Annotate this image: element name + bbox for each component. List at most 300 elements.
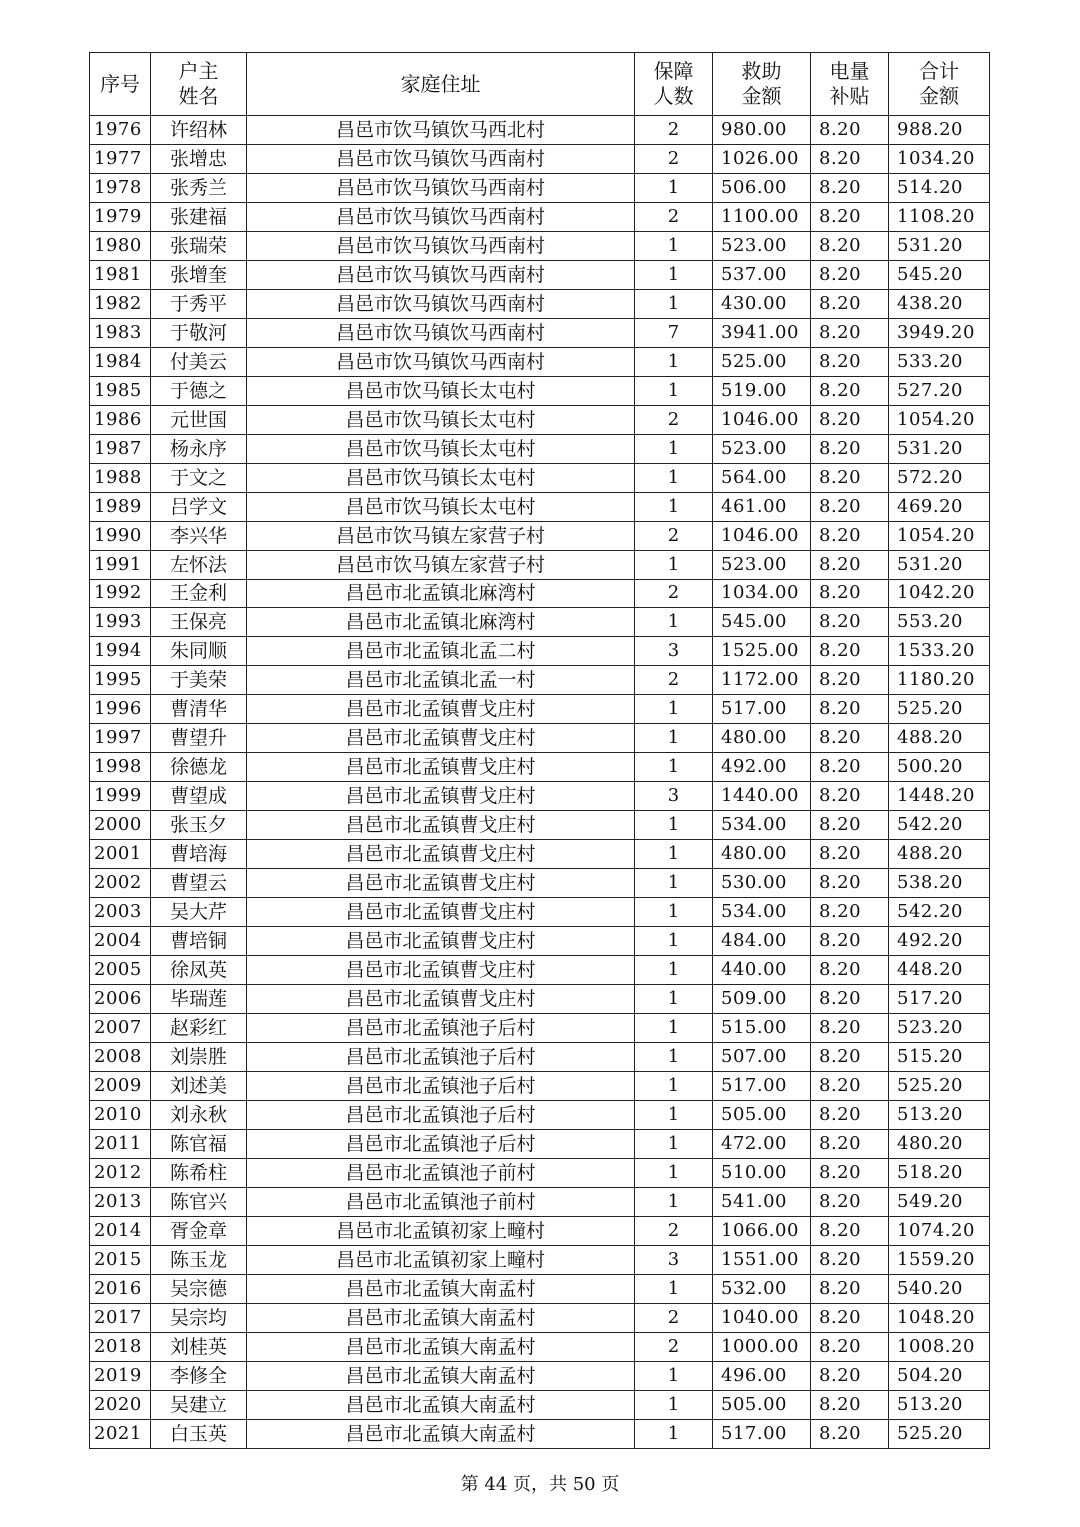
cell-name: 毕瑞莲 bbox=[151, 985, 247, 1014]
cell-amount: 3941.00 bbox=[713, 318, 811, 347]
cell-persons: 1 bbox=[635, 840, 713, 869]
cell-no: 2002 bbox=[90, 869, 151, 898]
cell-address: 昌邑市饮马镇长太屯村 bbox=[247, 376, 635, 405]
cell-no: 1985 bbox=[90, 376, 151, 405]
cell-subsidy: 8.20 bbox=[811, 1071, 889, 1100]
cell-total: 488.20 bbox=[889, 724, 990, 753]
cell-no: 2012 bbox=[90, 1158, 151, 1187]
header-row bbox=[90, 53, 990, 116]
cell-amount: 1000.00 bbox=[713, 1332, 811, 1361]
cell-subsidy: 8.20 bbox=[811, 956, 889, 985]
cell-no: 1989 bbox=[90, 492, 151, 521]
cell-total: 525.20 bbox=[889, 1419, 990, 1448]
table-row bbox=[90, 1303, 990, 1332]
cell-name: 曹清华 bbox=[151, 695, 247, 724]
cell-address: 昌邑市饮马镇饮马西南村 bbox=[247, 289, 635, 318]
cell-no: 1990 bbox=[90, 521, 151, 550]
cell-no: 1999 bbox=[90, 782, 151, 811]
cell-amount: 461.00 bbox=[713, 492, 811, 521]
cell-amount: 564.00 bbox=[713, 463, 811, 492]
table-row bbox=[90, 1274, 990, 1303]
table-row bbox=[90, 1100, 990, 1129]
table-row bbox=[90, 666, 990, 695]
cell-total: 531.20 bbox=[889, 550, 990, 579]
cell-total: 1074.20 bbox=[889, 1216, 990, 1245]
cell-name: 于美荣 bbox=[151, 666, 247, 695]
cell-no: 1977 bbox=[90, 144, 151, 173]
cell-name: 吴宗均 bbox=[151, 1303, 247, 1332]
cell-no: 2007 bbox=[90, 1014, 151, 1043]
cell-name: 刘永秋 bbox=[151, 1100, 247, 1129]
cell-address: 昌邑市饮马镇长太屯村 bbox=[247, 463, 635, 492]
cell-persons: 2 bbox=[635, 1332, 713, 1361]
cell-persons: 1 bbox=[635, 985, 713, 1014]
cell-name: 于德之 bbox=[151, 376, 247, 405]
table-row bbox=[90, 405, 990, 434]
cell-no: 1987 bbox=[90, 434, 151, 463]
cell-subsidy: 8.20 bbox=[811, 898, 889, 927]
cell-total: 538.20 bbox=[889, 869, 990, 898]
cell-subsidy: 8.20 bbox=[811, 260, 889, 289]
cell-no: 1998 bbox=[90, 753, 151, 782]
cell-subsidy: 8.20 bbox=[811, 724, 889, 753]
table-row bbox=[90, 840, 990, 869]
cell-amount: 517.00 bbox=[713, 1071, 811, 1100]
table-row bbox=[90, 811, 990, 840]
page-footer: 第 44 页，共 50 页 bbox=[460, 1474, 620, 1495]
table-row bbox=[90, 1158, 990, 1187]
cell-subsidy: 8.20 bbox=[811, 550, 889, 579]
header-no: 序号 bbox=[90, 53, 151, 116]
cell-total: 523.20 bbox=[889, 1014, 990, 1043]
cell-total: 1448.20 bbox=[889, 782, 990, 811]
cell-address: 昌邑市北孟镇池子后村 bbox=[247, 1043, 635, 1072]
cell-subsidy: 8.20 bbox=[811, 1043, 889, 1072]
cell-address: 昌邑市饮马镇饮马西南村 bbox=[247, 231, 635, 260]
cell-amount: 506.00 bbox=[713, 173, 811, 202]
cell-name: 杨永序 bbox=[151, 434, 247, 463]
cell-name: 左怀法 bbox=[151, 550, 247, 579]
cell-amount: 980.00 bbox=[713, 116, 811, 145]
cell-total: 515.20 bbox=[889, 1043, 990, 1072]
table-row bbox=[90, 173, 990, 202]
cell-persons: 2 bbox=[635, 116, 713, 145]
header-persons-line2: 人数 bbox=[653, 84, 694, 108]
cell-total: 518.20 bbox=[889, 1158, 990, 1187]
cell-persons: 1 bbox=[635, 434, 713, 463]
cell-no: 1979 bbox=[90, 202, 151, 231]
cell-amount: 472.00 bbox=[713, 1129, 811, 1158]
header-amount bbox=[713, 53, 811, 116]
header-name-line1: 户主 bbox=[178, 59, 219, 83]
cell-name: 刘桂英 bbox=[151, 1332, 247, 1361]
cell-name: 吕学文 bbox=[151, 492, 247, 521]
cell-no: 2016 bbox=[90, 1274, 151, 1303]
header-amount-line1: 救助 bbox=[741, 59, 782, 83]
cell-no: 2017 bbox=[90, 1303, 151, 1332]
cell-persons: 2 bbox=[635, 202, 713, 231]
cell-subsidy: 8.20 bbox=[811, 1274, 889, 1303]
cell-total: 988.20 bbox=[889, 116, 990, 145]
cell-subsidy: 8.20 bbox=[811, 347, 889, 376]
cell-address: 昌邑市北孟镇池子后村 bbox=[247, 1100, 635, 1129]
cell-persons: 3 bbox=[635, 637, 713, 666]
relief-table bbox=[89, 52, 990, 1449]
cell-name: 王金利 bbox=[151, 579, 247, 608]
cell-name: 曹望云 bbox=[151, 869, 247, 898]
cell-address: 昌邑市饮马镇长太屯村 bbox=[247, 434, 635, 463]
cell-persons: 1 bbox=[635, 550, 713, 579]
cell-amount: 430.00 bbox=[713, 289, 811, 318]
header-total-line1: 合计 bbox=[919, 59, 959, 83]
cell-persons: 1 bbox=[635, 1071, 713, 1100]
cell-name: 刘崇胜 bbox=[151, 1043, 247, 1072]
cell-total: 448.20 bbox=[889, 956, 990, 985]
cell-amount: 1040.00 bbox=[713, 1303, 811, 1332]
table-row bbox=[90, 985, 990, 1014]
cell-address: 昌邑市北孟镇曹戈庄村 bbox=[247, 753, 635, 782]
cell-name: 曹培海 bbox=[151, 840, 247, 869]
cell-persons: 1 bbox=[635, 376, 713, 405]
cell-address: 昌邑市北孟镇曹戈庄村 bbox=[247, 811, 635, 840]
cell-name: 赵彩红 bbox=[151, 1014, 247, 1043]
cell-subsidy: 8.20 bbox=[811, 1158, 889, 1187]
cell-name: 李兴华 bbox=[151, 521, 247, 550]
cell-total: 513.20 bbox=[889, 1390, 990, 1419]
cell-total: 1559.20 bbox=[889, 1245, 990, 1274]
table-row bbox=[90, 927, 990, 956]
cell-name: 张玉夕 bbox=[151, 811, 247, 840]
cell-amount: 523.00 bbox=[713, 434, 811, 463]
cell-address: 昌邑市北孟镇曹戈庄村 bbox=[247, 985, 635, 1014]
cell-no: 1997 bbox=[90, 724, 151, 753]
table-row bbox=[90, 521, 990, 550]
cell-total: 1180.20 bbox=[889, 666, 990, 695]
cell-amount: 480.00 bbox=[713, 724, 811, 753]
table-row bbox=[90, 608, 990, 637]
cell-name: 陈玉龙 bbox=[151, 1245, 247, 1274]
cell-total: 1533.20 bbox=[889, 637, 990, 666]
cell-address: 昌邑市饮马镇饮马西南村 bbox=[247, 173, 635, 202]
cell-total: 525.20 bbox=[889, 695, 990, 724]
cell-name: 张瑞荣 bbox=[151, 231, 247, 260]
cell-total: 542.20 bbox=[889, 898, 990, 927]
cell-subsidy: 8.20 bbox=[811, 782, 889, 811]
cell-name: 许绍林 bbox=[151, 116, 247, 145]
cell-no: 1993 bbox=[90, 608, 151, 637]
cell-subsidy: 8.20 bbox=[811, 1303, 889, 1332]
cell-total: 545.20 bbox=[889, 260, 990, 289]
cell-subsidy: 8.20 bbox=[811, 116, 889, 145]
cell-name: 陈官福 bbox=[151, 1129, 247, 1158]
cell-address: 昌邑市北孟镇北孟一村 bbox=[247, 666, 635, 695]
cell-name: 徐德龙 bbox=[151, 753, 247, 782]
cell-subsidy: 8.20 bbox=[811, 1419, 889, 1448]
cell-amount: 496.00 bbox=[713, 1361, 811, 1390]
cell-subsidy: 8.20 bbox=[811, 608, 889, 637]
table-row bbox=[90, 1071, 990, 1100]
cell-name: 陈官兴 bbox=[151, 1187, 247, 1216]
cell-no: 1976 bbox=[90, 116, 151, 145]
cell-no: 2010 bbox=[90, 1100, 151, 1129]
cell-persons: 1 bbox=[635, 1390, 713, 1419]
cell-amount: 1046.00 bbox=[713, 521, 811, 550]
cell-amount: 523.00 bbox=[713, 231, 811, 260]
table-row bbox=[90, 724, 990, 753]
cell-address: 昌邑市饮马镇长太屯村 bbox=[247, 405, 635, 434]
cell-persons: 2 bbox=[635, 1216, 713, 1245]
cell-total: 1048.20 bbox=[889, 1303, 990, 1332]
cell-total: 1108.20 bbox=[889, 202, 990, 231]
cell-amount: 517.00 bbox=[713, 695, 811, 724]
cell-address: 昌邑市北孟镇曹戈庄村 bbox=[247, 840, 635, 869]
cell-persons: 1 bbox=[635, 231, 713, 260]
cell-persons: 1 bbox=[635, 1014, 713, 1043]
header-address: 家庭住址 bbox=[247, 53, 635, 116]
cell-amount: 534.00 bbox=[713, 811, 811, 840]
cell-amount: 1100.00 bbox=[713, 202, 811, 231]
cell-amount: 517.00 bbox=[713, 1419, 811, 1448]
cell-subsidy: 8.20 bbox=[811, 840, 889, 869]
cell-amount: 440.00 bbox=[713, 956, 811, 985]
cell-total: 469.20 bbox=[889, 492, 990, 521]
cell-total: 542.20 bbox=[889, 811, 990, 840]
cell-total: 527.20 bbox=[889, 376, 990, 405]
cell-amount: 532.00 bbox=[713, 1274, 811, 1303]
cell-subsidy: 8.20 bbox=[811, 927, 889, 956]
table-row bbox=[90, 1390, 990, 1419]
cell-address: 昌邑市北孟镇池子前村 bbox=[247, 1158, 635, 1187]
cell-name: 曹望升 bbox=[151, 724, 247, 753]
table-row bbox=[90, 1216, 990, 1245]
table-row bbox=[90, 695, 990, 724]
cell-total: 504.20 bbox=[889, 1361, 990, 1390]
cell-subsidy: 8.20 bbox=[811, 144, 889, 173]
cell-name: 曹培铜 bbox=[151, 927, 247, 956]
table-row bbox=[90, 1245, 990, 1274]
cell-persons: 1 bbox=[635, 811, 713, 840]
cell-amount: 507.00 bbox=[713, 1043, 811, 1072]
cell-persons: 1 bbox=[635, 173, 713, 202]
cell-persons: 1 bbox=[635, 956, 713, 985]
cell-subsidy: 8.20 bbox=[811, 318, 889, 347]
cell-address: 昌邑市饮马镇长太屯村 bbox=[247, 492, 635, 521]
cell-address: 昌邑市饮马镇饮马西南村 bbox=[247, 260, 635, 289]
table-row bbox=[90, 318, 990, 347]
cell-amount: 1046.00 bbox=[713, 405, 811, 434]
cell-total: 517.20 bbox=[889, 985, 990, 1014]
cell-address: 昌邑市饮马镇饮马西南村 bbox=[247, 202, 635, 231]
cell-address: 昌邑市北孟镇池子后村 bbox=[247, 1129, 635, 1158]
header-persons bbox=[635, 53, 713, 116]
cell-name: 张增奎 bbox=[151, 260, 247, 289]
table-row bbox=[90, 1187, 990, 1216]
cell-amount: 509.00 bbox=[713, 985, 811, 1014]
cell-address: 昌邑市北孟镇曹戈庄村 bbox=[247, 695, 635, 724]
cell-persons: 1 bbox=[635, 463, 713, 492]
cell-no: 2011 bbox=[90, 1129, 151, 1158]
table-row bbox=[90, 1332, 990, 1361]
cell-persons: 1 bbox=[635, 1419, 713, 1448]
cell-total: 488.20 bbox=[889, 840, 990, 869]
cell-amount: 505.00 bbox=[713, 1100, 811, 1129]
table-row bbox=[90, 550, 990, 579]
cell-amount: 510.00 bbox=[713, 1158, 811, 1187]
cell-name: 胥金章 bbox=[151, 1216, 247, 1245]
cell-persons: 1 bbox=[635, 695, 713, 724]
cell-amount: 523.00 bbox=[713, 550, 811, 579]
cell-address: 昌邑市饮马镇饮马西南村 bbox=[247, 318, 635, 347]
cell-total: 1034.20 bbox=[889, 144, 990, 173]
table-row bbox=[90, 898, 990, 927]
cell-no: 1980 bbox=[90, 231, 151, 260]
cell-address: 昌邑市北孟镇北麻湾村 bbox=[247, 608, 635, 637]
cell-subsidy: 8.20 bbox=[811, 1129, 889, 1158]
cell-total: 1054.20 bbox=[889, 521, 990, 550]
cell-subsidy: 8.20 bbox=[811, 463, 889, 492]
cell-address: 昌邑市北孟镇池子后村 bbox=[247, 1071, 635, 1100]
cell-no: 2005 bbox=[90, 956, 151, 985]
cell-persons: 1 bbox=[635, 347, 713, 376]
cell-address: 昌邑市北孟镇大南孟村 bbox=[247, 1419, 635, 1448]
cell-no: 2009 bbox=[90, 1071, 151, 1100]
cell-address: 昌邑市北孟镇曹戈庄村 bbox=[247, 724, 635, 753]
table-row bbox=[90, 463, 990, 492]
cell-total: 1042.20 bbox=[889, 579, 990, 608]
cell-persons: 2 bbox=[635, 144, 713, 173]
cell-amount: 1172.00 bbox=[713, 666, 811, 695]
cell-amount: 541.00 bbox=[713, 1187, 811, 1216]
cell-subsidy: 8.20 bbox=[811, 811, 889, 840]
cell-no: 2000 bbox=[90, 811, 151, 840]
cell-total: 480.20 bbox=[889, 1129, 990, 1158]
cell-total: 525.20 bbox=[889, 1071, 990, 1100]
cell-address: 昌邑市北孟镇曹戈庄村 bbox=[247, 869, 635, 898]
cell-name: 付美云 bbox=[151, 347, 247, 376]
cell-persons: 1 bbox=[635, 753, 713, 782]
cell-amount: 545.00 bbox=[713, 608, 811, 637]
cell-no: 1994 bbox=[90, 637, 151, 666]
table-row bbox=[90, 231, 990, 260]
cell-amount: 1026.00 bbox=[713, 144, 811, 173]
cell-persons: 1 bbox=[635, 492, 713, 521]
cell-total: 514.20 bbox=[889, 173, 990, 202]
cell-address: 昌邑市北孟镇曹戈庄村 bbox=[247, 927, 635, 956]
cell-address: 昌邑市北孟镇大南孟村 bbox=[247, 1361, 635, 1390]
cell-persons: 1 bbox=[635, 898, 713, 927]
cell-persons: 1 bbox=[635, 608, 713, 637]
cell-persons: 1 bbox=[635, 1361, 713, 1390]
cell-total: 513.20 bbox=[889, 1100, 990, 1129]
cell-subsidy: 8.20 bbox=[811, 869, 889, 898]
table-row bbox=[90, 782, 990, 811]
cell-amount: 1066.00 bbox=[713, 1216, 811, 1245]
cell-address: 昌邑市北孟镇池子后村 bbox=[247, 1014, 635, 1043]
cell-persons: 2 bbox=[635, 1303, 713, 1332]
header-name bbox=[151, 53, 247, 116]
table-row bbox=[90, 260, 990, 289]
cell-total: 1008.20 bbox=[889, 1332, 990, 1361]
cell-no: 2015 bbox=[90, 1245, 151, 1274]
cell-subsidy: 8.20 bbox=[811, 231, 889, 260]
cell-no: 2004 bbox=[90, 927, 151, 956]
cell-subsidy: 8.20 bbox=[811, 1014, 889, 1043]
cell-name: 吴宗德 bbox=[151, 1274, 247, 1303]
cell-total: 492.20 bbox=[889, 927, 990, 956]
cell-address: 昌邑市北孟镇初家上疃村 bbox=[247, 1245, 635, 1274]
cell-no: 1991 bbox=[90, 550, 151, 579]
cell-amount: 530.00 bbox=[713, 869, 811, 898]
cell-address: 昌邑市饮马镇左家营子村 bbox=[247, 521, 635, 550]
cell-persons: 3 bbox=[635, 782, 713, 811]
header-subsidy-line2: 补贴 bbox=[829, 84, 870, 108]
cell-persons: 1 bbox=[635, 1129, 713, 1158]
cell-subsidy: 8.20 bbox=[811, 753, 889, 782]
cell-persons: 1 bbox=[635, 260, 713, 289]
table-row bbox=[90, 1419, 990, 1448]
cell-subsidy: 8.20 bbox=[811, 985, 889, 1014]
cell-no: 2001 bbox=[90, 840, 151, 869]
cell-amount: 534.00 bbox=[713, 898, 811, 927]
cell-no: 2006 bbox=[90, 985, 151, 1014]
cell-name: 徐凤英 bbox=[151, 956, 247, 985]
table-row bbox=[90, 1043, 990, 1072]
cell-address: 昌邑市北孟镇初家上疃村 bbox=[247, 1216, 635, 1245]
cell-subsidy: 8.20 bbox=[811, 637, 889, 666]
cell-amount: 519.00 bbox=[713, 376, 811, 405]
cell-no: 1986 bbox=[90, 405, 151, 434]
cell-address: 昌邑市北孟镇大南孟村 bbox=[247, 1303, 635, 1332]
cell-amount: 1034.00 bbox=[713, 579, 811, 608]
cell-total: 572.20 bbox=[889, 463, 990, 492]
cell-total: 438.20 bbox=[889, 289, 990, 318]
cell-total: 553.20 bbox=[889, 608, 990, 637]
cell-subsidy: 8.20 bbox=[811, 521, 889, 550]
cell-name: 张建福 bbox=[151, 202, 247, 231]
cell-name: 刘述美 bbox=[151, 1071, 247, 1100]
cell-no: 2003 bbox=[90, 898, 151, 927]
cell-persons: 3 bbox=[635, 1245, 713, 1274]
cell-no: 2019 bbox=[90, 1361, 151, 1390]
cell-no: 1995 bbox=[90, 666, 151, 695]
cell-persons: 1 bbox=[635, 1274, 713, 1303]
cell-persons: 1 bbox=[635, 869, 713, 898]
cell-name: 于秀平 bbox=[151, 289, 247, 318]
table-row bbox=[90, 869, 990, 898]
cell-subsidy: 8.20 bbox=[811, 1390, 889, 1419]
cell-subsidy: 8.20 bbox=[811, 405, 889, 434]
cell-no: 2014 bbox=[90, 1216, 151, 1245]
header-subsidy-line1: 电量 bbox=[829, 59, 870, 83]
cell-persons: 7 bbox=[635, 318, 713, 347]
cell-amount: 537.00 bbox=[713, 260, 811, 289]
table-row bbox=[90, 1129, 990, 1158]
table-row bbox=[90, 579, 990, 608]
cell-subsidy: 8.20 bbox=[811, 1216, 889, 1245]
cell-no: 2008 bbox=[90, 1043, 151, 1072]
cell-name: 张增忠 bbox=[151, 144, 247, 173]
cell-amount: 515.00 bbox=[713, 1014, 811, 1043]
cell-total: 531.20 bbox=[889, 434, 990, 463]
cell-no: 1984 bbox=[90, 347, 151, 376]
cell-subsidy: 8.20 bbox=[811, 376, 889, 405]
cell-address: 昌邑市北孟镇曹戈庄村 bbox=[247, 956, 635, 985]
cell-amount: 1525.00 bbox=[713, 637, 811, 666]
cell-name: 陈希柱 bbox=[151, 1158, 247, 1187]
cell-total: 533.20 bbox=[889, 347, 990, 376]
cell-subsidy: 8.20 bbox=[811, 492, 889, 521]
header-name-line2: 姓名 bbox=[178, 84, 219, 108]
